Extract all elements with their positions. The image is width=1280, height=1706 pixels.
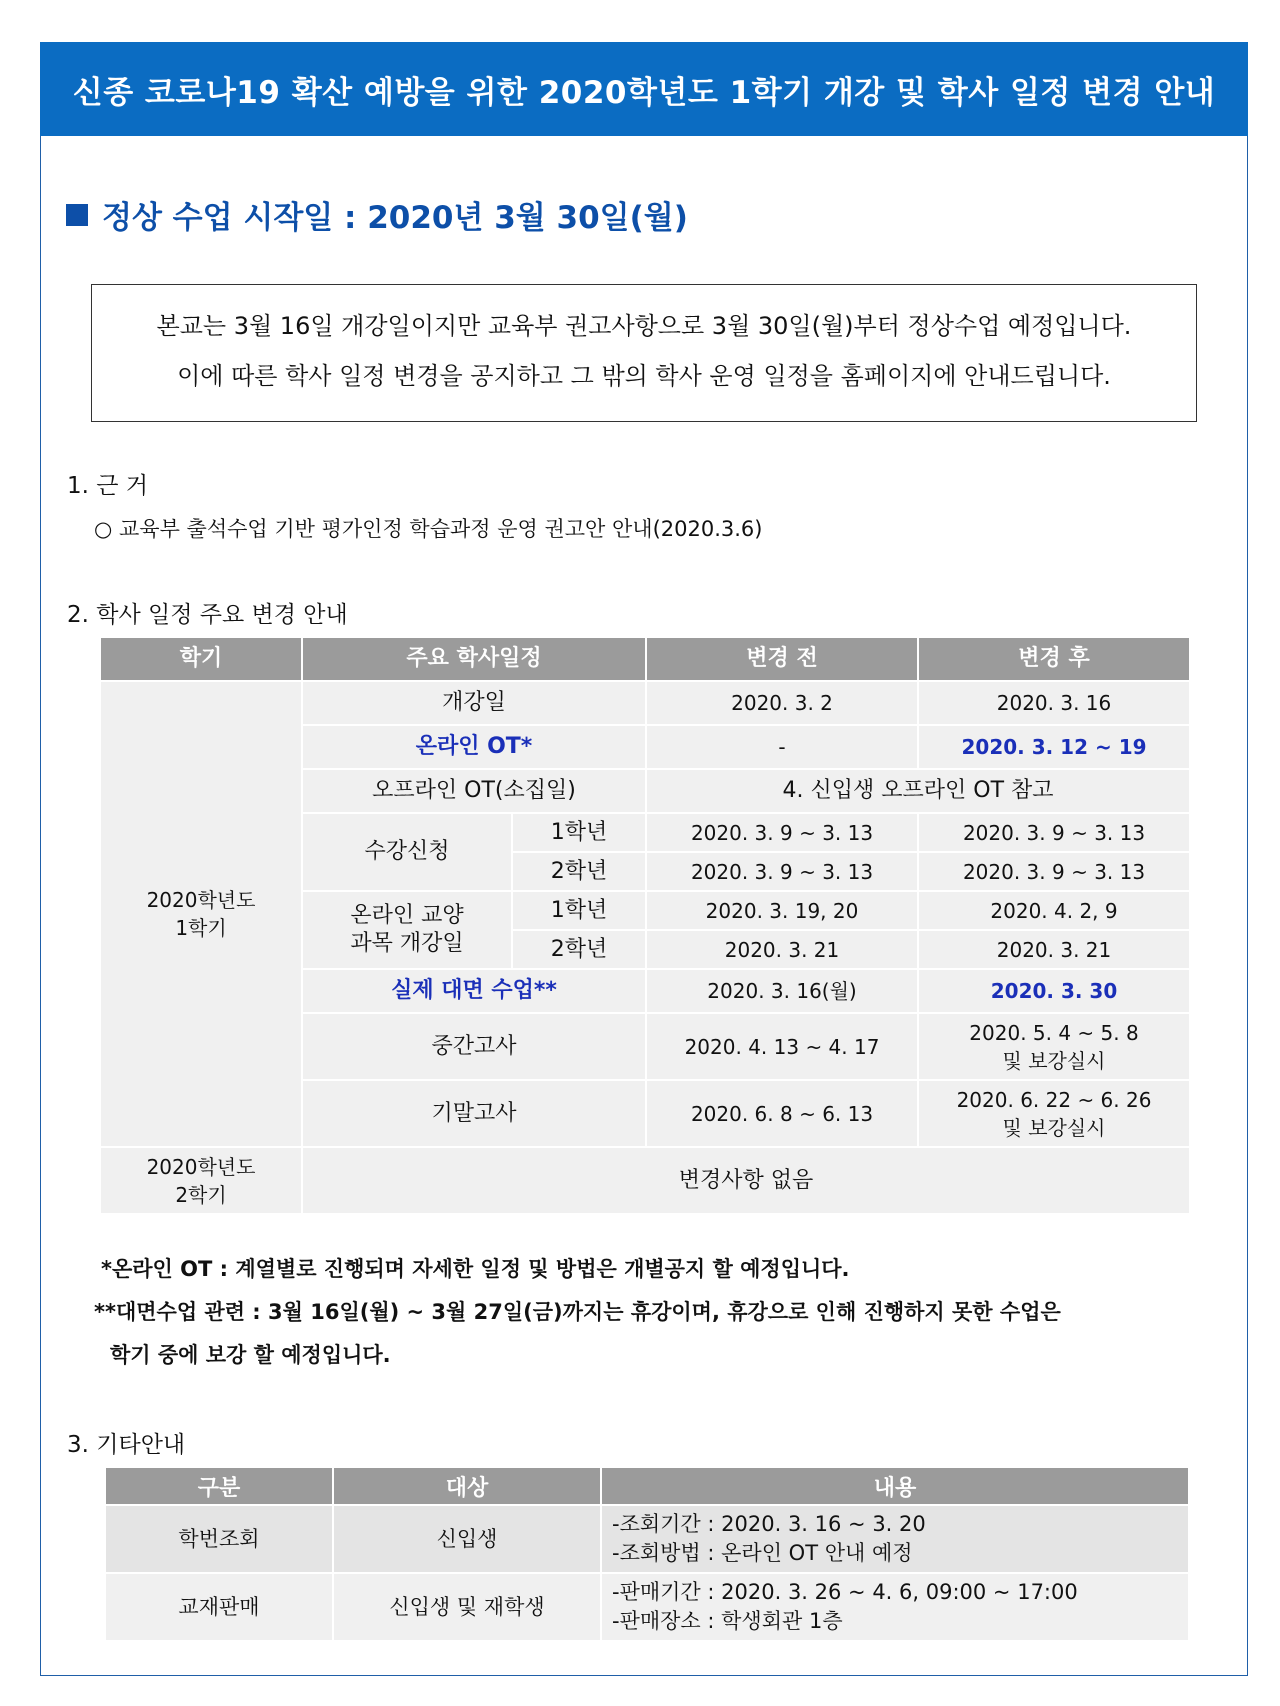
etc-table (104, 1466, 1190, 1642)
notice-line-1: 본교는 3월 16일 개강일이지만 교육부 권고사항으로 3월 30일(월)부터 정상수업 예정입니다. (156, 312, 1132, 340)
item-cell-online-ot: 온라인 OT* (302, 725, 646, 769)
item-cell: 오프라인 OT(소집일) (302, 769, 646, 813)
table-header-row (100, 637, 1190, 681)
merged-cell: 4. 신입생 오프라인 OT 참고 (646, 769, 1190, 813)
table-row (100, 681, 1190, 725)
grade-cell: 2학년 (512, 852, 646, 891)
content-line: -조회방법 : 온라인 OT 안내 예정 (612, 1541, 913, 1565)
table-row (105, 1573, 1189, 1641)
before-cell: 2020. 3. 19, 20 (646, 891, 918, 930)
main-heading-text: 정상 수업 시작일 : 2020년 3월 30일(월) (102, 200, 688, 236)
header-content: 내용 (601, 1467, 1189, 1505)
category-cell: 학번조회 (105, 1505, 333, 1573)
item-cell: 개강일 (302, 681, 646, 725)
header-category: 구분 (105, 1467, 333, 1505)
item-cell-online-liberal: 온라인 교양 과목 개강일 (302, 891, 512, 969)
after-cell: 2020. 3. 9 ~ 3. 13 (918, 852, 1190, 891)
section-2-title: 2. 학사 일정 주요 변경 안내 (67, 602, 348, 628)
item-cell-registration: 수강신청 (302, 813, 512, 891)
table-row (105, 1505, 1189, 1573)
content-cell (601, 1573, 1189, 1641)
table-row (100, 1147, 1190, 1214)
before-cell: 2020. 3. 9 ~ 3. 13 (646, 852, 918, 891)
notice-line-2: 이에 따른 학사 일정 변경을 공지하고 그 밖의 학사 운영 일정을 홈페이지에 안내드립니다. (177, 362, 1111, 390)
grade-cell: 2학년 (512, 930, 646, 969)
target-cell: 신입생 및 재학생 (333, 1573, 601, 1641)
document-title-banner (40, 42, 1248, 136)
header-semester: 학기 (100, 637, 302, 681)
header-schedule: 주요 학사일정 (302, 637, 646, 681)
after-cell: 2020. 5. 4 ~ 5. 8 및 보강실시 (918, 1013, 1190, 1080)
notice-box (91, 284, 1197, 422)
item-cell: 중간고사 (302, 1013, 646, 1080)
content-line: -판매기간 : 2020. 3. 26 ~ 4. 6, 09:00 ~ 17:00 (612, 1580, 1078, 1604)
before-cell: 2020. 3. 2 (646, 681, 918, 725)
note-in-person-2: 학기 중에 보강 할 예정입니다. (110, 1343, 391, 1367)
schedule-table (99, 636, 1191, 1215)
section-1-title: 1. 근 거 (67, 473, 149, 499)
semester-1-cell: 2020학년도 1학기 (100, 681, 302, 1147)
header-target: 대상 (333, 1467, 601, 1505)
after-cell-highlight: 2020. 3. 30 (918, 969, 1190, 1013)
before-cell: 2020. 3. 21 (646, 930, 918, 969)
square-bullet-icon (66, 204, 88, 226)
after-cell-highlight: 2020. 3. 12 ~ 19 (918, 725, 1190, 769)
after-cell: 2020. 3. 21 (918, 930, 1190, 969)
item-cell: 기말고사 (302, 1080, 646, 1147)
content-line: -조회기간 : 2020. 3. 16 ~ 3. 20 (612, 1512, 926, 1536)
header-before: 변경 전 (646, 637, 918, 681)
before-cell: - (646, 725, 918, 769)
before-cell: 2020. 3. 9 ~ 3. 13 (646, 813, 918, 852)
semester-2-cell: 2020학년도 2학기 (100, 1147, 302, 1214)
note-in-person-1: **대면수업 관련 : 3월 16일(월) ~ 3월 27일(금)까지는 휴강이며, 휴강으로 인해 진행하지 못한 수업은 (94, 1300, 1061, 1324)
grade-cell: 1학년 (512, 813, 646, 852)
merged-cell: 변경사항 없음 (302, 1147, 1190, 1214)
target-cell: 신입생 (333, 1505, 601, 1573)
after-cell: 2020. 3. 9 ~ 3. 13 (918, 813, 1190, 852)
after-cell: 2020. 3. 16 (918, 681, 1190, 725)
note-online-ot: *온라인 OT : 계열별로 진행되며 자세한 일정 및 방법은 개별공지 할 예정입니다. (101, 1257, 850, 1281)
item-cell-in-person: 실제 대면 수업** (302, 969, 646, 1013)
before-cell: 2020. 6. 8 ~ 6. 13 (646, 1080, 918, 1147)
grade-cell: 1학년 (512, 891, 646, 930)
section-3-title: 3. 기타안내 (67, 1432, 186, 1458)
after-cell: 2020. 4. 2, 9 (918, 891, 1190, 930)
table-header-row (105, 1467, 1189, 1505)
before-cell: 2020. 4. 13 ~ 4. 17 (646, 1013, 918, 1080)
content-cell (601, 1505, 1189, 1573)
before-cell: 2020. 3. 16(월) (646, 969, 918, 1013)
after-cell: 2020. 6. 22 ~ 6. 26 및 보강실시 (918, 1080, 1190, 1147)
document-title: 신종 코로나19 확산 예방을 위한 2020학년도 1학기 개강 및 학사 일정 변경 안내 (72, 74, 1216, 111)
section-1-bullet: ○ 교육부 출석수업 기반 평가인정 학습과정 운영 권고안 안내(2020.3.6) (94, 517, 763, 541)
header-after: 변경 후 (918, 637, 1190, 681)
category-cell: 교재판매 (105, 1573, 333, 1641)
main-heading (66, 192, 688, 237)
content-line: -판매장소 : 학생회관 1층 (612, 1609, 843, 1633)
